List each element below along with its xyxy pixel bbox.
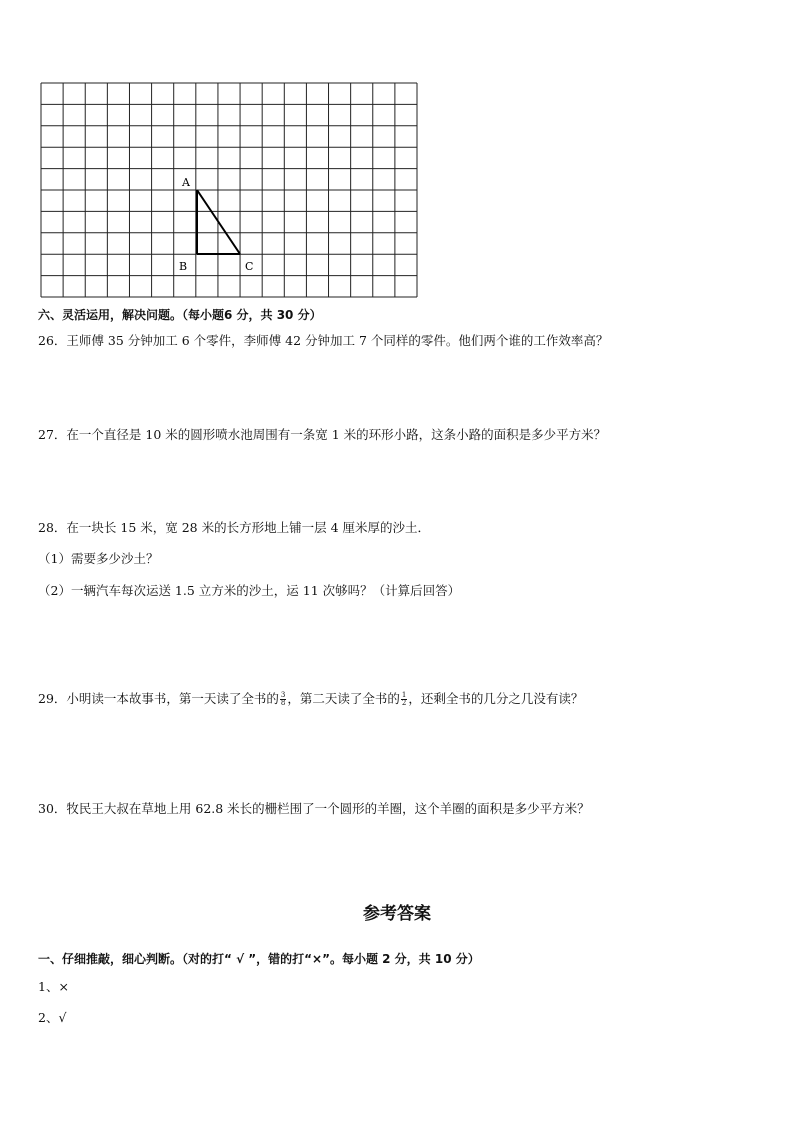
label-a: A <box>182 176 190 189</box>
question-26: 26．王师傅 35 分钟加工 6 个零件，李师傅 42 分钟加工 7 个同样的零件。他们两个谁的工作效率高？ <box>38 333 609 348</box>
question-28: 28．在一块长 15 米，宽 28 米的长方形地上铺一层 4 厘米厚的沙土． <box>38 520 431 535</box>
grid-figure <box>40 82 418 298</box>
answer-2: 2、√ <box>38 1010 67 1025</box>
label-b: B <box>179 260 188 273</box>
answer-1: 1、× <box>38 979 69 994</box>
question-27: 27．在一个直径是 10 米的圆形喷水池周围有一条宽 1 米的环形小路，这条小路的面积是多少平方米？ <box>38 427 607 442</box>
question-30: 30．牧民王大叔在草地上用 62.8 米长的栅栏围了一个圆形的羊圈，这个羊圈的面积是多少平方米？ <box>38 801 590 816</box>
question-29 <box>38 690 583 708</box>
fraction-2-denominator: 2 <box>401 699 407 707</box>
answers-section1-heading: 一、仔细推敲，细心判断。（对的打“ √ ”，错的打“×”。每小题 2 分，共 10 分） <box>38 952 480 966</box>
label-c: C <box>245 260 254 273</box>
grid-svg <box>40 82 418 298</box>
fraction-three-eighths <box>280 692 286 707</box>
question-28-sub2: （2）一辆汽车每次运送 1.5 立方米的沙土，运 11 次够吗？（计算后回答） <box>38 583 461 598</box>
answers-title: 参考答案 <box>363 904 431 924</box>
question-29-part2: ，第二天读了全书的 <box>287 691 400 706</box>
fraction-1-numerator: 3 <box>280 691 286 699</box>
question-29-part1: 29．小明读一本故事书，第一天读了全书的 <box>38 691 279 706</box>
segment-a-c <box>197 190 240 254</box>
fraction-1-denominator: 8 <box>280 699 286 707</box>
fraction-2-numerator: 1 <box>401 691 407 699</box>
fraction-one-half <box>401 692 407 707</box>
question-28-sub1: （1）需要多少沙土？ <box>38 551 159 566</box>
question-29-part3: ，还剩全书的几分之几没有读？ <box>408 691 584 706</box>
section6-heading: 六、灵活运用，解决问题。（每小题6 分，共 30 分） <box>38 308 322 322</box>
